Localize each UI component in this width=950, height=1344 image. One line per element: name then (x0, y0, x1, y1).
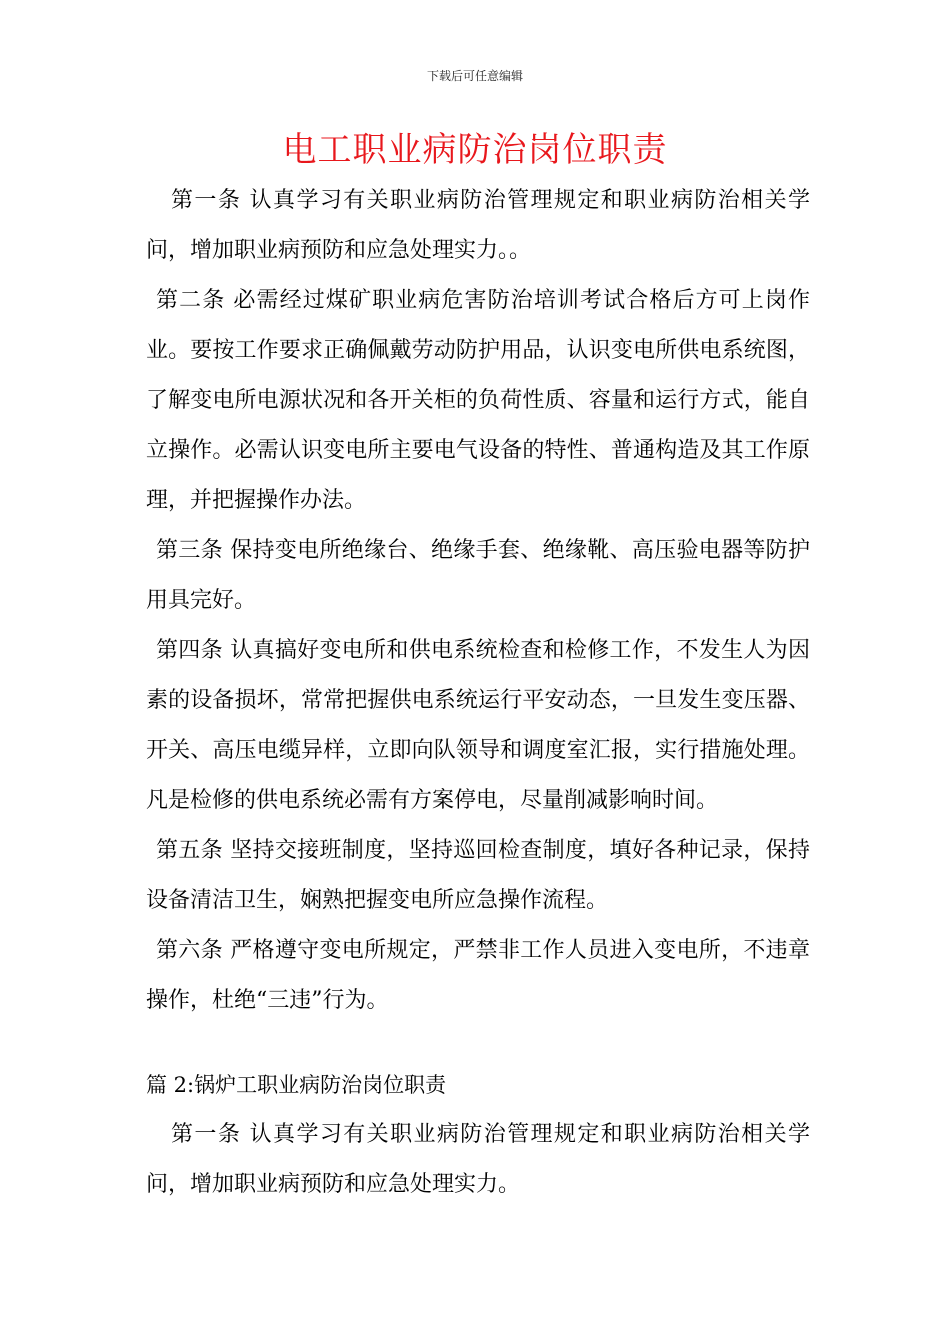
section-2-heading: 篇 2:锅炉工职业病防治岗位职责 (146, 1073, 447, 1097)
article-3: 第三条 保持变电所绝缘台、绝缘手套、绝缘靴、高压验电器等防护用具完好。 (146, 538, 810, 613)
article-6: 第六条 严格遵守变电所规定，严禁非工作人员进入变电所，不违章操作，杜绝“三违”行为。 (146, 938, 810, 1013)
article-2: 第二条 必需经过煤矿职业病危害防治培训考试合格后方可上岗作业。要按工作要求正确佩戴劳动防护用品，认识变电所供电系统图，了解变电所电源状况和各开关柜的负荷性质、容量和运行方式，能自立操作。必需认识变电所主要电气设备的特性、普通构造及其工作原理，并把握操作办法。 (146, 288, 810, 513)
article-5: 第五条 坚持交接班制度，坚持巡回检查制度，填好各种记录，保持设备清洁卫生，娴熟把握变电所应急操作流程。 (146, 838, 810, 913)
article-1: 第一条 认真学习有关职业病防治管理规定和职业病防治相关学问，增加职业病预防和应急处理实力。。 (146, 188, 810, 263)
document-title: 电工职业病防治岗位职责 (282, 130, 668, 170)
section-2-article-1: 第一条 认真学习有关职业病防治管理规定和职业病防治相关学问，增加职业病预防和应急处理实力。 (146, 1122, 810, 1197)
document-body (146, 176, 810, 1210)
article-4: 第四条 认真搞好变电所和供电系统检查和检修工作，不发生人为因素的设备损坏，常常把握供电系统运行平安动态，一旦发生变压器、开关、高压电缆异样，立即向队领导和调度室汇报，实行措施处理。凡是检修的供电系统必需有方案停电，尽量削减影响时间。 (146, 638, 810, 813)
page-header-note: 下载后可任意编辑 (426, 69, 523, 83)
